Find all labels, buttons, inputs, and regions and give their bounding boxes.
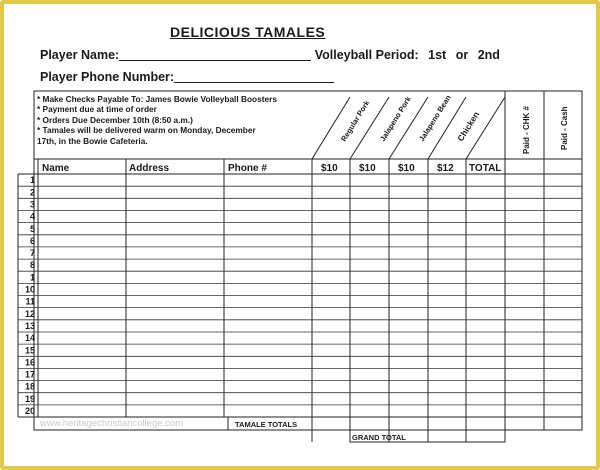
row-number: 1 [29, 175, 35, 186]
row-number: 4 [29, 211, 35, 222]
player-name-label: Player Name: [40, 48, 120, 62]
row-number: 19 [24, 393, 35, 404]
row-number: 2 [29, 187, 35, 198]
table-outer-border [34, 91, 582, 430]
grand-total-label: GRAND TOTAL [352, 433, 406, 442]
note-line: * Payment due at time of order [37, 104, 157, 115]
header-chicken: Chicken [455, 109, 482, 144]
price-regular-pork: $10 [321, 163, 338, 174]
row-number: 13 [24, 321, 35, 331]
column-address: Address [129, 163, 170, 174]
row-number: 11 [25, 296, 35, 307]
row-number: 6 [29, 235, 35, 246]
header-paid-cash: Paid - Cash [560, 106, 569, 150]
column-total: TOTAL [469, 163, 502, 174]
price-chicken: $12 [437, 163, 454, 174]
player-phone-label: Player Phone Number: [40, 70, 175, 84]
volleyball-period-label: Volleyball Period: [314, 48, 419, 62]
row-number: 3 [29, 199, 35, 210]
row-number: 18 [24, 381, 35, 392]
header-regular-pork: Regular Pork [339, 98, 372, 144]
watermark: www.heritagechristiancollege.com [40, 418, 184, 429]
period-option-2nd[interactable]: 2nd [477, 48, 500, 62]
row-number: 16 [24, 357, 35, 368]
note-line: * Orders Due December 10th (8:50 a.m.) [37, 114, 193, 125]
note-line: 17th, in the Bowie Cafeteria. [37, 135, 148, 146]
column-name: Name [42, 163, 70, 174]
row-number: 15 [24, 345, 35, 356]
row-number: 20 [24, 406, 35, 416]
form-title: DELICIOUS TAMALES [170, 24, 326, 40]
tamale-totals-label: TAMALE TOTALS [235, 420, 298, 429]
price-jalapeno-bean: $10 [398, 163, 415, 174]
price-jalapeno-pork: $10 [359, 163, 376, 174]
note-line: * Tamales will be delivered warm on Monday, December [37, 125, 256, 136]
header-jalapeno-pork: Jalapeno Pork [378, 94, 413, 144]
row-number: 12 [24, 308, 35, 319]
row-number: 8 [29, 260, 35, 271]
row-number: 7 [29, 248, 35, 259]
row-number: 17 [24, 369, 35, 380]
header-jalapeno-bean: Jalapeno Bean [417, 93, 453, 144]
row-number: 5 [29, 223, 35, 234]
row-number: 14 [24, 333, 35, 344]
row-number: 1 [29, 272, 35, 283]
row-number: 10 [24, 284, 35, 295]
header-paid-check: Paid - CHK # [522, 105, 531, 154]
note-line: * Make Checks Payable To: James Bowie Volleyball Boosters [37, 94, 277, 104]
period-option-or: or [455, 48, 469, 62]
column-phone: Phone # [228, 163, 267, 174]
period-option-1st[interactable]: 1st [428, 48, 447, 62]
